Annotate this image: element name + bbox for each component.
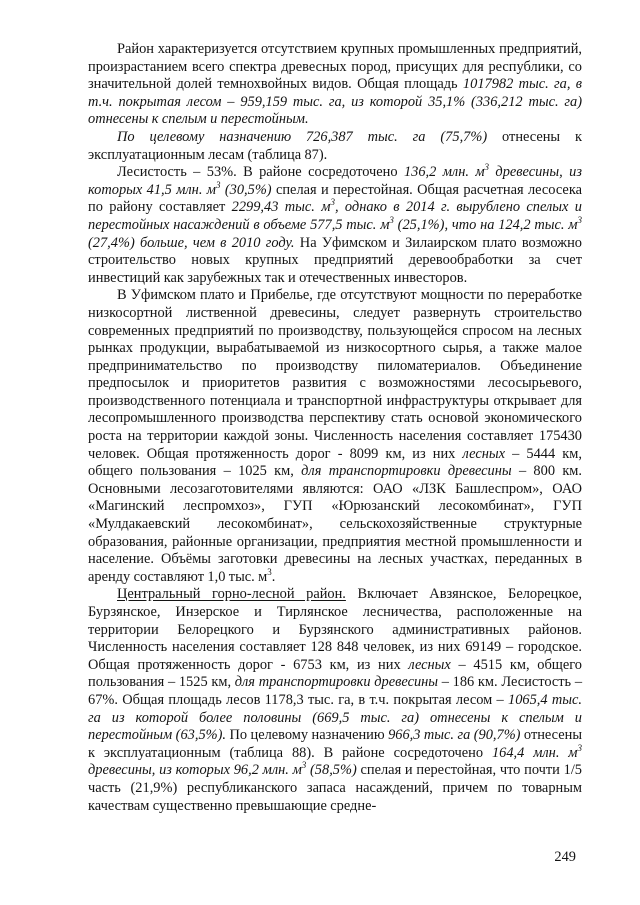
- text-run: Район характеризуется отсутствием крупных промышленных предприятий, произрастанием всего спектра древесных пород, присущих для республики, со значительной долей темнохвойных видов. Общая площадь: [88, 41, 582, 93]
- italic-run: для транспортировки древесины: [234, 674, 439, 691]
- text-run: .: [271, 568, 276, 585]
- paragraph-1: [88, 41, 582, 129]
- text-run: спелая и перестойная. Общая расчетная лесосека по району составляет: [88, 181, 582, 216]
- superscript: 3: [389, 214, 394, 225]
- superscript: 3: [577, 214, 582, 225]
- text-run: На Уфимском и Зилаирском плато возможно строительство новых крупных предприятий деревообработки за счет инвестиций как зарубежных так и отечественных инвесторов.: [88, 234, 582, 286]
- text-run: отнесены к эксплуатационным лесам (таблица 87).: [88, 128, 582, 163]
- italic-run: (30,5%): [220, 181, 272, 198]
- text-run: Включает Авзянское, Белорецкое, Бурзянское, Инзерское и Тирлянское лесничества, расположенные на территории Белорецкого и Бурзянского административных районов. Численность населения составляет 128 848 человек, из них 69149 – городское. Общая протяженность дорог - 6753 км, из них: [88, 586, 582, 673]
- text-run: – 186 км. Лесистость – 67%. Общая площадь лесов 1178,3 тыс. га, в т.ч. покрытая лесом –: [88, 674, 583, 708]
- superscript: 3: [577, 742, 582, 753]
- underlined-heading: Центральный горно-лесной район.: [117, 586, 346, 603]
- text-run: спелая и перестойная, что почти 1/5 часть (21,9%) республиканского запаса насаждений, причем по товарным качествам существенно превышающие средне-: [88, 762, 583, 814]
- text-run: – 800 км. Основными лесозаготовителями являются: ОАО «ЛЗК Башлеспром», ОАО «Магинский леспромхоз», ГУП «Юрюзанский лесокомбинат», ГУП «Мулдакаевский лесокомбинат», сельскохозяйственные структурные образования, районные организации, предприятия местной промышленности и население. Объёмы заготовки древесины на лесных участках, переданных в аренду составляют 1,0 тыс. м: [88, 463, 583, 585]
- text-run: – 4515 км, общего пользования – 1525 км,: [88, 656, 582, 691]
- text-run: В Уфимском плато и Прибелье, где отсутствуют мощности по переработке низкосортной лиственной древесины, следует развернуть строительство современных предприятий по производству, пользующейся спросом на лесных рынках продукции, вырабатываемой из низкосортного сырья, а также малое предпринимательство по производству пиломатериалов. Объединение предпосылок и приоритетов развития с возможностями лесосырьевого, производственного потенциала и транспортной инфраструктуры открывает для лесопромышленного производства перспективу стать основой экономического роста на территории каждой зоны. Численность населения составляет 175430 человек. Общая протяженность дорог - 8099 км, из них: [88, 287, 582, 462]
- italic-run: лесных: [462, 445, 505, 462]
- italic-run: 164,4 млн. м: [491, 744, 578, 761]
- italic-run: , однако в 2014 г. вырублено спелых и перестойных насаждений в объеме 577,5 тыс. м: [88, 199, 582, 233]
- italic-run: лесных: [408, 656, 451, 673]
- paragraph-5: [88, 586, 582, 815]
- superscript: 3: [215, 179, 221, 190]
- italic-run: 1017982 тыс. га, в т.ч. покрытая лесом – 959,159 тыс. га, из которой 35,1% (336,212 тыс. га) отнесены к спелым и перестойным.: [88, 76, 582, 128]
- text-run: отнесены к эксплуатационным (таблица 88). В районе сосредоточено: [88, 727, 582, 761]
- italic-run: 966,3 тыс. га (90,7%): [388, 727, 521, 744]
- superscript: 3: [484, 162, 490, 173]
- superscript: 3: [301, 760, 307, 771]
- italic-run: 136,2 млн. м: [403, 164, 485, 181]
- text-run: По целевому назначению: [226, 727, 389, 744]
- italic-run: 2299,43 тыс. м: [231, 199, 331, 216]
- italic-run: (27,4%) больше, чем в 2010 году.: [88, 234, 295, 251]
- body-text: [88, 41, 582, 815]
- superscript: 3: [267, 566, 272, 577]
- paragraph-2: [88, 129, 582, 164]
- italic-run: (25,1%), что на 124,2 тыс. м: [393, 216, 578, 233]
- italic-run: 1065,4 тыс. га из которой более половины (669,5 тыс. га) отнесены к спелым и перестойным (63,5%).: [88, 691, 582, 744]
- page-number: 249: [554, 849, 576, 865]
- italic-run: (58,5%): [306, 762, 357, 779]
- italic-run: древесины, из которых 96,2 млн. м: [88, 762, 302, 779]
- italic-run: древесины, из которых 41,5 млн. м: [88, 164, 582, 198]
- paragraph-3: [88, 164, 582, 287]
- italic-run: для транспортировки древесины: [301, 463, 512, 480]
- superscript: 3: [330, 197, 335, 208]
- text-run: – 5444 км, общего пользования – 1025 км,: [88, 445, 582, 480]
- text-run: Лесистость – 53%. В районе сосредоточено: [117, 164, 404, 181]
- paragraph-4: [88, 287, 582, 586]
- italic-run: По целевому назначению 726,387 тыс. га (75,7%): [117, 128, 488, 145]
